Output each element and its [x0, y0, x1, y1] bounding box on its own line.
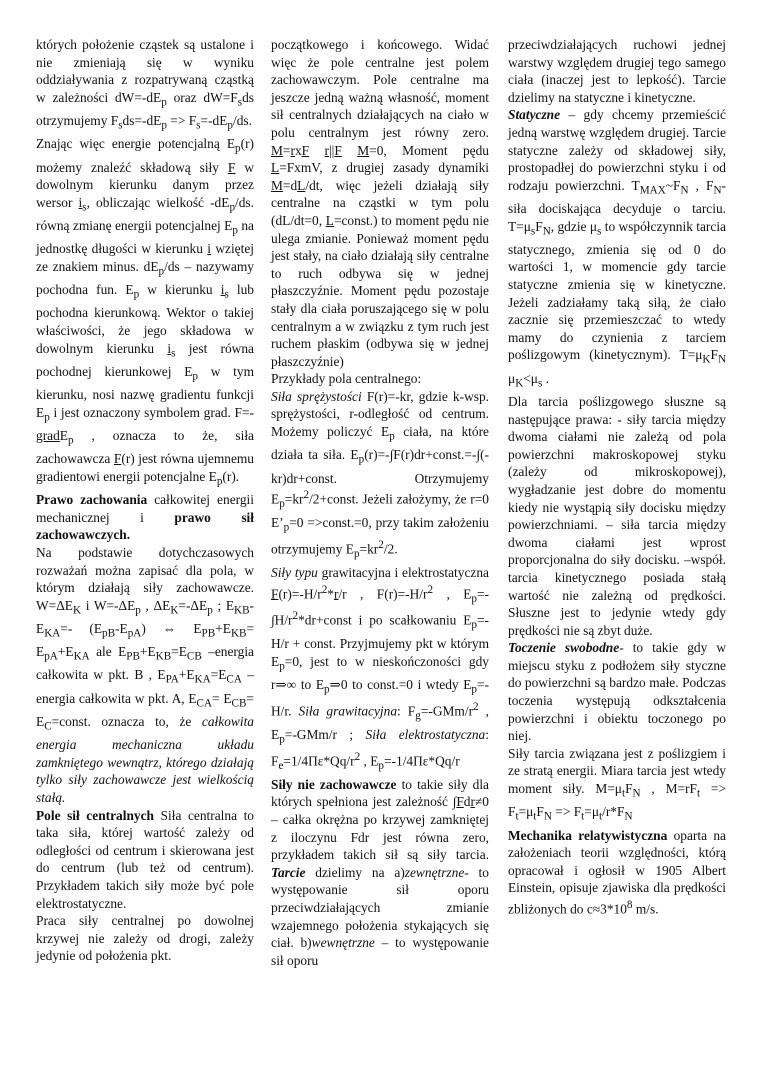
paragraph: Toczenie swobodne- to takie gdy w miejscu styku z podłożem siły styczne do powierzchni są bardzo małe. Podczas toczenia występują odkształcenia powierzchni i obiektu toczonego po niej.: [508, 640, 726, 744]
paragraph: Praca siły centralnej po dowolnej krzywej nie zależy od drogi, zależy jedynie od położenia pkt.: [36, 913, 254, 964]
paragraph: Siła sprężystości F(r)=-kr, gdzie k-wsp. sprężystości, r-odległość od centrum. Możemy policzyć $E_p$ ciała, na które działa ta siła. $E_p(r)=-\int F(r)dr+const.=-\int(-kr)dr+const$. Otrzymujemy $E_p=kr^2/2+const$. Jeżeli założymy, że r=0 $E’_p=0$ =>const.=0, przy takim założeniu otrzymujemy $E_p=kr^2/2$.: [271, 388, 490, 561]
paragraph: początkowego i końcowego. Widać więc że pole centralne jest polem zachowawczym. Pole centralne ma jeszcze jedną ważną własność, moment sił centralnych działających na ciało w polu centralnym jest równy zero. M=rxF r||F M=0, Moment pędu L=FxmV, z drugiej zasady dynamiki M=dL/dt, więc jeżeli działają siły centralne na cząstki w tym polu (dL/dt=0, L=const.) to moment pędu nie ulega zmianie. Ponieważ moment pędu jest stały, na ciało działają siły centralne to ruch odbywa się w jednej płaszczyźnie. Moment pędu pozostaje stały dla ciała poruszającego się w polu centralnym a w związku z tym ruch jest ruchem płaskim (odbywa się w jednej płaszczyźnie): [271, 37, 489, 369]
paragraph: Na podstawie dotychczasowych rozważań można zapisać dla pola, w którym działają siły zachowawcze. $W=\Delta E_K$ i $W=-\Delta E_p$ , $\Delta E_K=-\Delta E_p$ ; $E_{KB}-E_{KA}=-$ $(E_{pB}-E_{pA})$ ⇔ $E_{PB}+E_{KB}= E_{pA}+E_{KA}$ ale $E_{PB}+E_{KB}=E_{CB}$ –energia całkowita w pkt. B , $E_{PA}+E_{KA}=E_{CA}$ –energia całkowita w pkt. A, $E_{CA}= E_{CB}=$ $E_C=const$. oznacza to, że całkowita energia mechaniczna układu zamkniętego wewnątrz, którego działają tylko siły zachowawcze jest wielkością stałą.: [36, 544, 255, 806]
paragraph: Siły typu grawitacyjna i elektrostatyczna $F(r)=-H/r^2*r/r$ , $F(r)=-H/r^2$ , $E_p=-\int H/r^2*dr+const$ i po scałkowaniu $E_p=-H/r$ + const. Przyjmujemy pkt w którym $E_p=0$, jest to w nieskończoności gdy r⇒∞ to $E_p\Rightarrow 0$ to const.=0 i wtedy $E_p=-H/r$. Siła grawitacyjna: $F_g=-GMm/r^2$ , $E_p=-GMm/r$ ; Siła elektrostatyczna: $F_e=1/4\Pi\varepsilon*Qq/r^2$ , $E_p=-1/4\Pi\varepsilon*Qq/r$: [271, 564, 489, 773]
paragraph: których położenie cząstek są ustalone i nie zmieniają się w wyniku oddziaływania z rozpatrywaną cząstką w zależności $dW=-dE_p$ oraz $dW=F_sds$ otrzymujemy $F_sds=-dE_p => F_s=-dE_p/ds$.: [36, 37, 254, 132]
paragraph: Prawo zachowania całkowitej energii mechanicznej i prawo sił zachowawczych.: [36, 492, 254, 543]
paragraph: Siły tarcia związana jest z poślizgiem i ze stratą energii. Miara tarcia jest wtedy moment siły. $M=\mu_tF_N$ , $M=rF_t => F_t=\mu_tF_N => F_t=\mu_t/r*F_N$: [508, 745, 726, 823]
paragraph: Przykłady pola centralnego:: [271, 371, 422, 387]
text-column-1: [36, 36, 254, 965]
text-column-2: [271, 36, 489, 969]
paragraph: przeciwdziałających ruchowi jednej warstwy względem drugiej tego samego ciała (inaczej jest to lepkość). Tarcie dzielimy na statyczne i kinetyczne.: [508, 37, 726, 105]
paragraph: Znając więc energie potencjalną $E_p(r)$ możemy znaleźć składową siły F w dowolnym kierunku danym przez wersor $i_s$, obliczając wielkość $-dE_p/ds$. równą zmianę energii potencjalnej $E_p$ na jednostkę długości w kierunku i wziętej ze znakiem minus. $dE_p/ds$ – nazywamy pochodna fun. $E_p$ w kierunku $i_s$ lub pochodna kierunkową. Wektor o takiej właściwości, że jego składowa w dowolnym kierunku $i_s$ jest równa pochodnej kierunkowej $E_p$ w tym kierunku, nosi nazwę gradientu funkcji $E_p$ i jest oznaczony symbolem grad. F=-gradE$_p$ , oznacza to że, siła zachowawcza F(r) jest równa ujemnemu gradientowi energii potencjalne $E_p(r)$.: [36, 136, 255, 488]
paragraph: Siły nie zachowawcze to takie siły dla których spełniona jest zależność ∫Fdr≠0 – całka okrężna po krzywej zamkniętej z iloczynu Fdr jest równa zero, przykładem takich sił są siły tarcia. Tarcie dzielimy na a)zewnętrzne- to występowanie sił oporu przeciwdziałających zmianie wzajemnego położenia stykających się ciał. b)wewnętrzne – to występowanie sił oporu: [271, 776, 489, 968]
paragraph: Pole sił centralnych Siła centralna to taka siła, której wartość zależy od odległości od centrum i skierowana jest do centrum (lub też od centrum). Przykładem takich siły może być pole elektrostatyczne.: [36, 807, 254, 911]
paragraph: Mechanika relatywistyczna oparta na założeniach teorii względności, którą opracował i ogłosił w 1905 Albert Einstein, opisuje zjawiska dla prędkości zbliżonych do $c\approx 3*10^8$ m/s.: [508, 827, 727, 917]
paragraph: Statyczne – gdy chcemy przemieścić jedną warstwę względem drugiej. Tarcie statyczne zależy od składowej siły, prostopadłej do powierzchni styku i od rodzaju powierzchni. $T_{MAX}\sim F_N$ , $F_N-$ siła dociskająca decyduje o tarciu. $T=\mu_sF_N$, gdzie $\mu_s$ to współczynnik tarcia statycznego, zmienia się od 0 do wartości 1, w momencie gdy tarcie statyczne zmienia się w kinetyczne. Jeżeli zadziałamy taką siłą, że ciało zacznie się przemieszczać to wtedy mamy do czynienia z tarciem poślizgowym (kinetycznym). $T=\mu_KF_N$ $\mu_K<\mu_s$ .: [508, 107, 726, 390]
paragraph: Dla tarcia poślizgowego słuszne są następujące prawa: - siły tarcia między dwoma ciałami nie zależą od pola powierzchni makroskopowej styku (zależy od mikroskopowej), wygładzanie jest dobre do momentu kiedy nie wystąpią siły docisku między powierzchniami. – siła tarcia między dwoma ciałami jest wprost proporcjonalna do siły docisku. –współ. tarcia kinetycznego posiada stałą wartość nie zależną od prędkości. Słuszne jest to jedynie wtedy gdy prędkości nie są zbyt duże.: [508, 393, 726, 638]
text-column-3: [508, 36, 726, 918]
